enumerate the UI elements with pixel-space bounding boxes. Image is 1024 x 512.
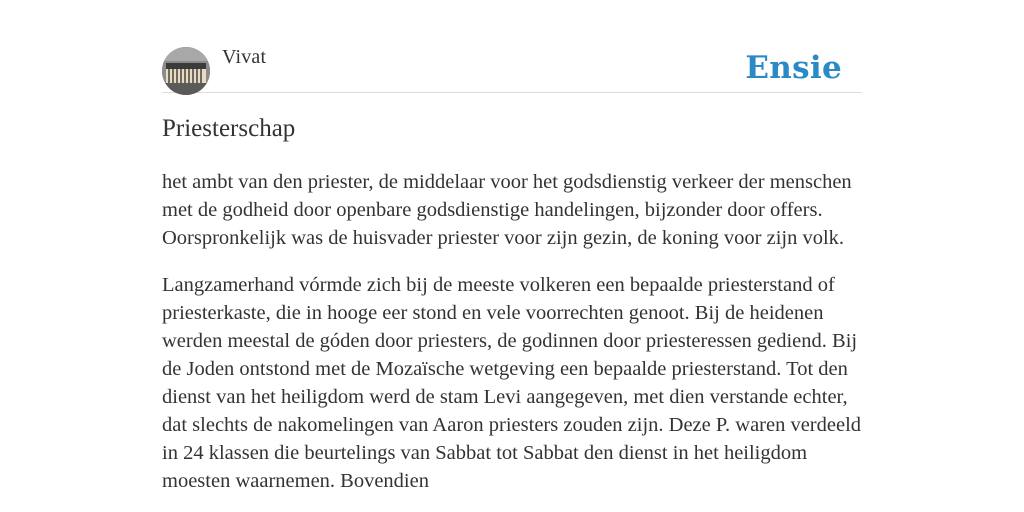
author-name[interactable]: Vivat (222, 46, 267, 68)
page-title: Priesterschap (162, 115, 296, 142)
author-avatar[interactable] (162, 47, 210, 95)
avatar-image-icon (162, 47, 210, 95)
paragraph: het ambt van den priester, de middelaar voor het godsdienstig verkeer der menschen met de godheid door openbare godsdienstige handelingen, bijzonder door offers. Oorspronkelijk was de huisvader priester voor zijn gezin, de koning voor zijn volk. (162, 171, 852, 249)
article-body (162, 168, 862, 512)
site-logo[interactable]: Ensie (745, 50, 842, 86)
header (162, 46, 862, 93)
paragraph: Langzamerhand vórmde zich bij de meeste volkeren een bepaalde priesterstand of priesterkaste, die in hooge eer stond en vele voorrechten genoot. Bij de heidenen werden meestal de góden door priesters, de godinnen door priesteressen gediend. Bij de Joden ontstond met de Mozaïsche wetgeving een bepaalde priesterstand. Tot den dienst van het heiligdom werd de stam Levi aangegeven, met dien verstande echter, dat slechts de nakomelingen van Aaron priesters zouden zijn. Deze P. waren verdeeld in 24 klassen die beurtelings van Sabbat tot Sabbat den dienst in het heiligdom moesten waarnemen. Bovendien (162, 274, 862, 492)
